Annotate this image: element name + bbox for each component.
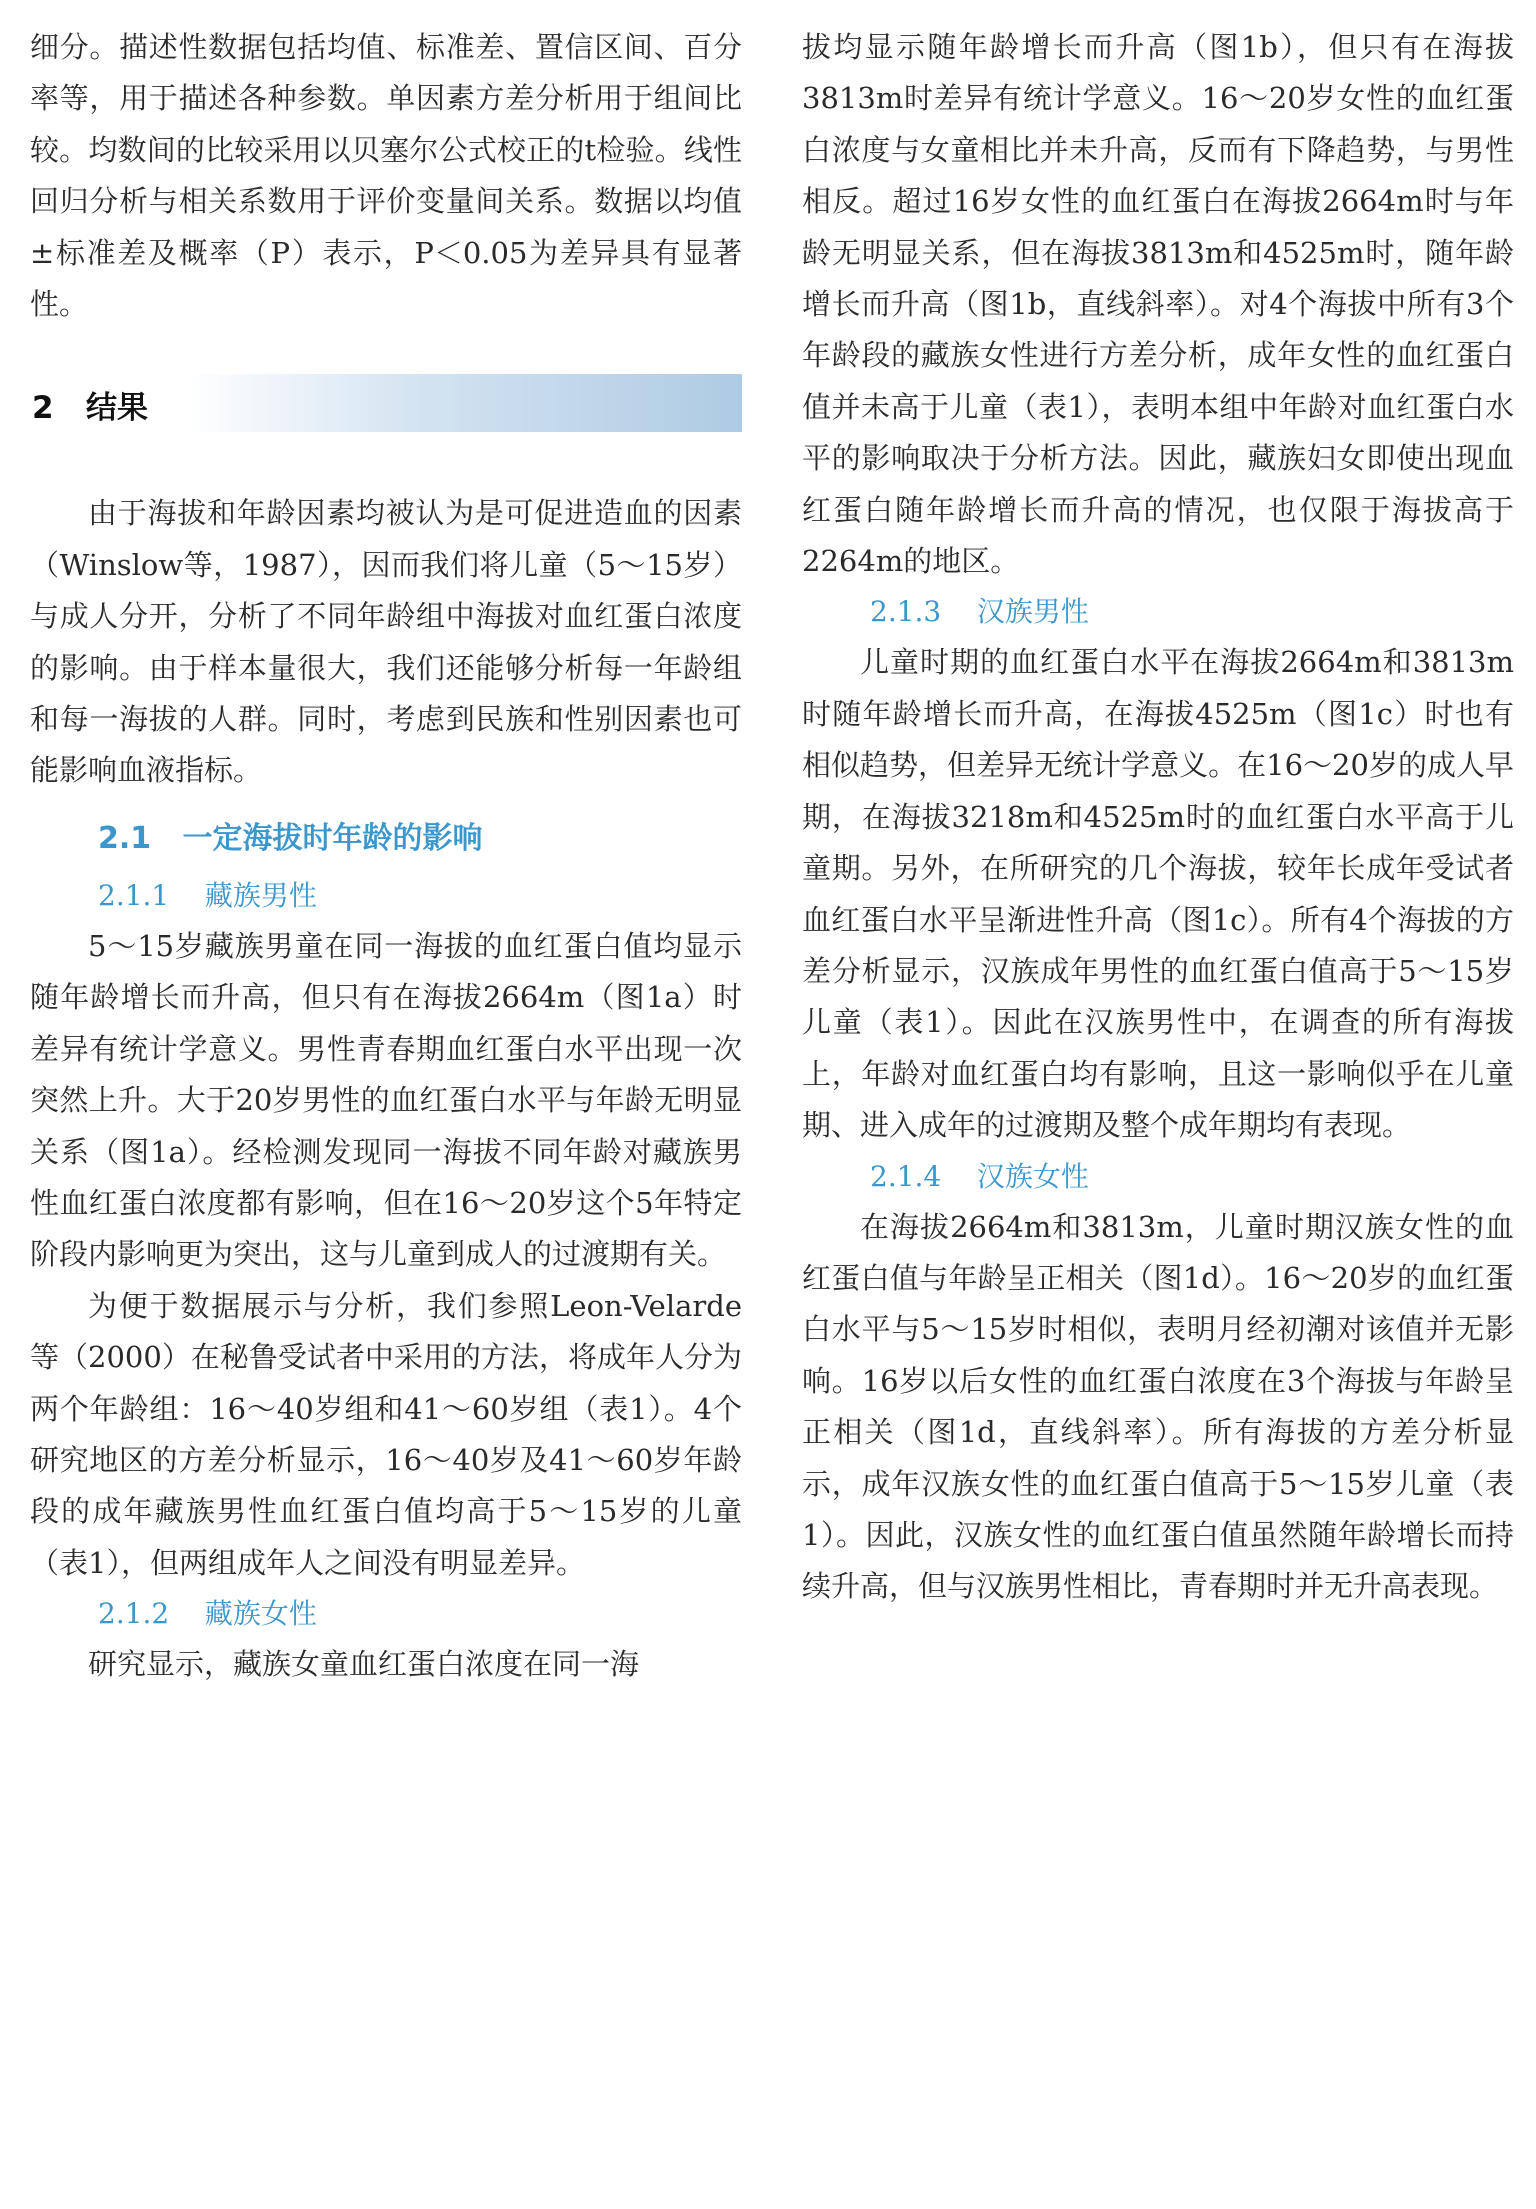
paragraph-2-1-1-b: 为便于数据展示与分析，我们参照Leon-Velarde等（2000）在秘鲁受试者中采用的方法，将成年人分为两个年龄组：16～40岁组和41～60岁组（表1）。4个研究地区的方差分析显示，16～40岁及41～60岁年龄段的成年藏族男性血红蛋白值均高于5～15岁的儿童（表1），但两组成年人之间没有明显差异。 (30, 1288, 742, 1580)
subsubsection-heading-2-1-2: 2.1.2 藏族女性 (98, 1597, 317, 1631)
subsubsection-heading-2-1-4: 2.1.4 汉族女性 (870, 1159, 1089, 1193)
subsubsection-heading-2-1-3: 2.1.3 汉族男性 (870, 595, 1089, 629)
paragraph-2-1-4: 在海拔2664m和3813m，儿童时期汉族女性的血红蛋白值与年龄呈正相关（图1d）。16～20岁的血红蛋白水平与5～15岁时相似，表明月经初潮对该值并无影响。16岁以后女性的血红蛋白浓度在3个海拔与年龄呈正相关（图1d，直线斜率）。所有海拔的方差分析显示，成年汉族女性的血红蛋白值高于5～15岁儿童（表1）。因此，汉族女性的血红蛋白值虽然随年龄增长而持续升高，但与汉族男性相比，青春期时并无升高表现。 (802, 1209, 1515, 1604)
right-column (802, 22, 1514, 1613)
subsubsection-heading-2-1-1: 2.1.1 藏族男性 (98, 878, 317, 912)
methods-paragraph: 细分。描述性数据包括均值、标准差、置信区间、百分率等，用于描述各种参数。单因素方差分析用于组间比较。均数间的比较采用以贝塞尔公式校正的t检验。线性回归分析与相关系数用于评价变量间关系。数据以均值±标准差及概率（P）表示，P＜0.05为差异具有显著性。 (30, 30, 742, 322)
section-title: 2 结果 (32, 390, 148, 427)
paragraph-2-1-3: 儿童时期的血红蛋白水平在海拔2664m和3813m时随年龄增长而升高，在海拔4525m（图1c）时也有相似趋势，但差异无统计学意义。在16～20岁的成人早期，在海拔3218m和4525m时的血红蛋白水平高于儿童期。另外，在所研究的几个海拔，较年长成年受试者血红蛋白水平呈渐进性升高（图1c）。所有4个海拔的方差分析显示，汉族成年男性的血红蛋白值高于5～15岁儿童（表1）。因此在汉族男性中，在调查的所有海拔上，年龄对血红蛋白均有影响，且这一影响似乎在儿童期、进入成年的过渡期及整个成年期均有表现。 (802, 645, 1514, 1143)
subsection-heading-2-1: 2.1 一定海拔时年龄的影响 (98, 820, 483, 856)
results-intro-paragraph: 由于海拔和年龄因素均被认为是可促进造血的因素（Winslow等，1987），因而我们将儿童（5～15岁）与成人分开，分析了不同年龄组中海拔对血红蛋白浓度的影响。由于样本量很大，我们还能够分析每一年龄组和每一海拔的人群。同时，考虑到民族和性别因素也可能影响血液指标。 (30, 496, 742, 788)
paragraph-2-1-1-a: 5～15岁藏族男童在同一海拔的血红蛋白值均显示随年龄增长而升高，但只有在海拔2664m（图1a）时差异有统计学意义。男性青春期血红蛋白水平出现一次突然上升。大于20岁男性的血红蛋白水平与年龄无明显关系（图1a）。经检测发现同一海拔不同年龄对藏族男性血红蛋白浓度都有影响，但在16～20岁这个5年特定阶段内影响更为突出，这与儿童到成人的过渡期有关。 (30, 928, 742, 1272)
paragraph-2-1-2-a: 研究显示，藏族女童血红蛋白浓度在同一海 (88, 1647, 640, 1682)
paragraph-2-1-2-b: 拔均显示随年龄增长而升高（图1b），但只有在海拔3813m时差异有统计学意义。16～20岁女性的血红蛋白浓度与女童相比并未升高，反而有下降趋势，与男性相反。超过16岁女性的血红蛋白在海拔2664m时与年龄无明显关系，但在海拔3813m和4525m时，随年龄增长而升高（图1b，直线斜率）。对4个海拔中所有3个年龄段的藏族女性进行方差分析，成年女性的血红蛋白值并未高于儿童（表1），表明本组中年龄对血红蛋白水平的影响取决于分析方法。因此，藏族妇女即使出现血红蛋白随年龄增长而升高的情况，也仅限于海拔高于2264m的地区。 (802, 30, 1514, 579)
left-column (30, 22, 742, 1691)
section-heading-results (30, 374, 742, 432)
